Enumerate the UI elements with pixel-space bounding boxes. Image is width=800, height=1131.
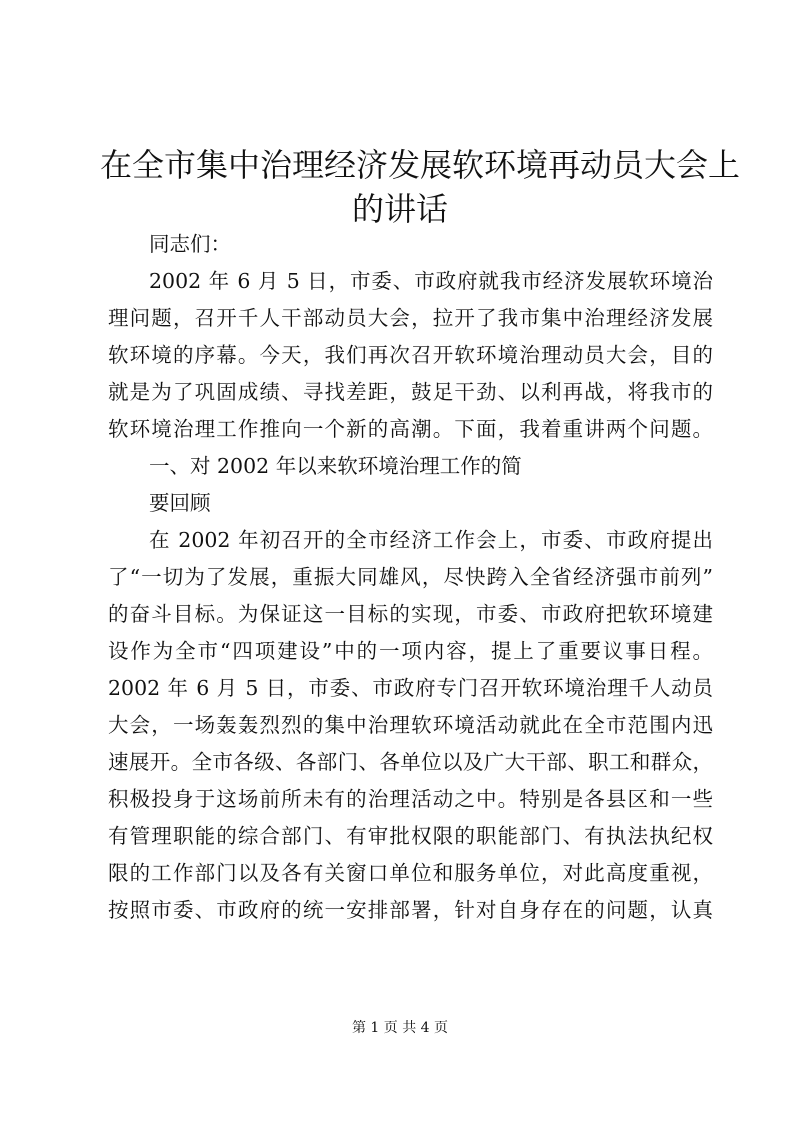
paragraph-line: 速展开。全市各级、各部门、各单位以及广大干部、职工和群众，	[108, 750, 713, 774]
paragraph-line: 设作为全市“四项建设”中的一项内容，提上了重要议事日程。	[108, 639, 713, 663]
paragraph-line: 限的工作部门以及各有关窗口单位和服务单位，对此高度重视，	[108, 861, 713, 885]
paragraph-line: 就是为了巩固成绩、寻找差距，鼓足干劲、以利再战，将我市的	[108, 380, 713, 404]
paragraph-line: 大会，一场轰轰烈烈的集中治理软环境活动就此在全市范围内迅	[108, 713, 713, 737]
paragraph-line: 理问题，召开千人干部动员大会，拉开了我市集中治理经济发展	[108, 306, 713, 330]
paragraph-line: 了“一切为了发展，重振大同雄风，尽快跨入全省经济强市前列”	[108, 565, 713, 589]
salutation: 同志们：	[149, 232, 231, 256]
document-body	[108, 226, 713, 929]
section-heading: 一、对 2002 年以来软环境治理工作的简	[149, 454, 522, 478]
paragraph-line: 2002 年 6 月 5 日，市委、市政府专门召开软环境治理千人动员	[108, 676, 713, 700]
paragraph-line: 在 2002 年初召开的全市经济工作会上，市委、市政府提出	[149, 528, 713, 552]
paragraph-line: 2002 年 6 月 5 日，市委、市政府就我市经济发展软环境治	[149, 269, 713, 293]
paragraph-line: 积极投身于这场前所未有的治理活动之中。特别是各县区和一些	[108, 787, 713, 811]
paragraph-line: 软环境的序幕。今天，我们再次召开软环境治理动员大会，目的	[108, 343, 713, 367]
paragraph-line: 的奋斗目标。为保证这一目标的实现，市委、市政府把软环境建	[108, 602, 713, 626]
document-title-line-2: 的讲话	[351, 190, 448, 228]
paragraph-line: 按照市委、市政府的统一安排部署，针对自身存在的问题，认真	[108, 898, 713, 922]
paragraph-line: 软环境治理工作推向一个新的高潮。下面，我着重讲两个问题。	[108, 417, 713, 441]
paragraph-line: 有管理职能的综合部门、有审批权限的职能部门、有执法执纪权	[108, 824, 713, 848]
page-footer: 第 1 页 共 4 页	[351, 1020, 449, 1036]
document-title-line-1: 在全市集中治理经济发展软环境再动员大会上	[100, 146, 741, 184]
section-heading: 要回顾	[149, 491, 211, 515]
